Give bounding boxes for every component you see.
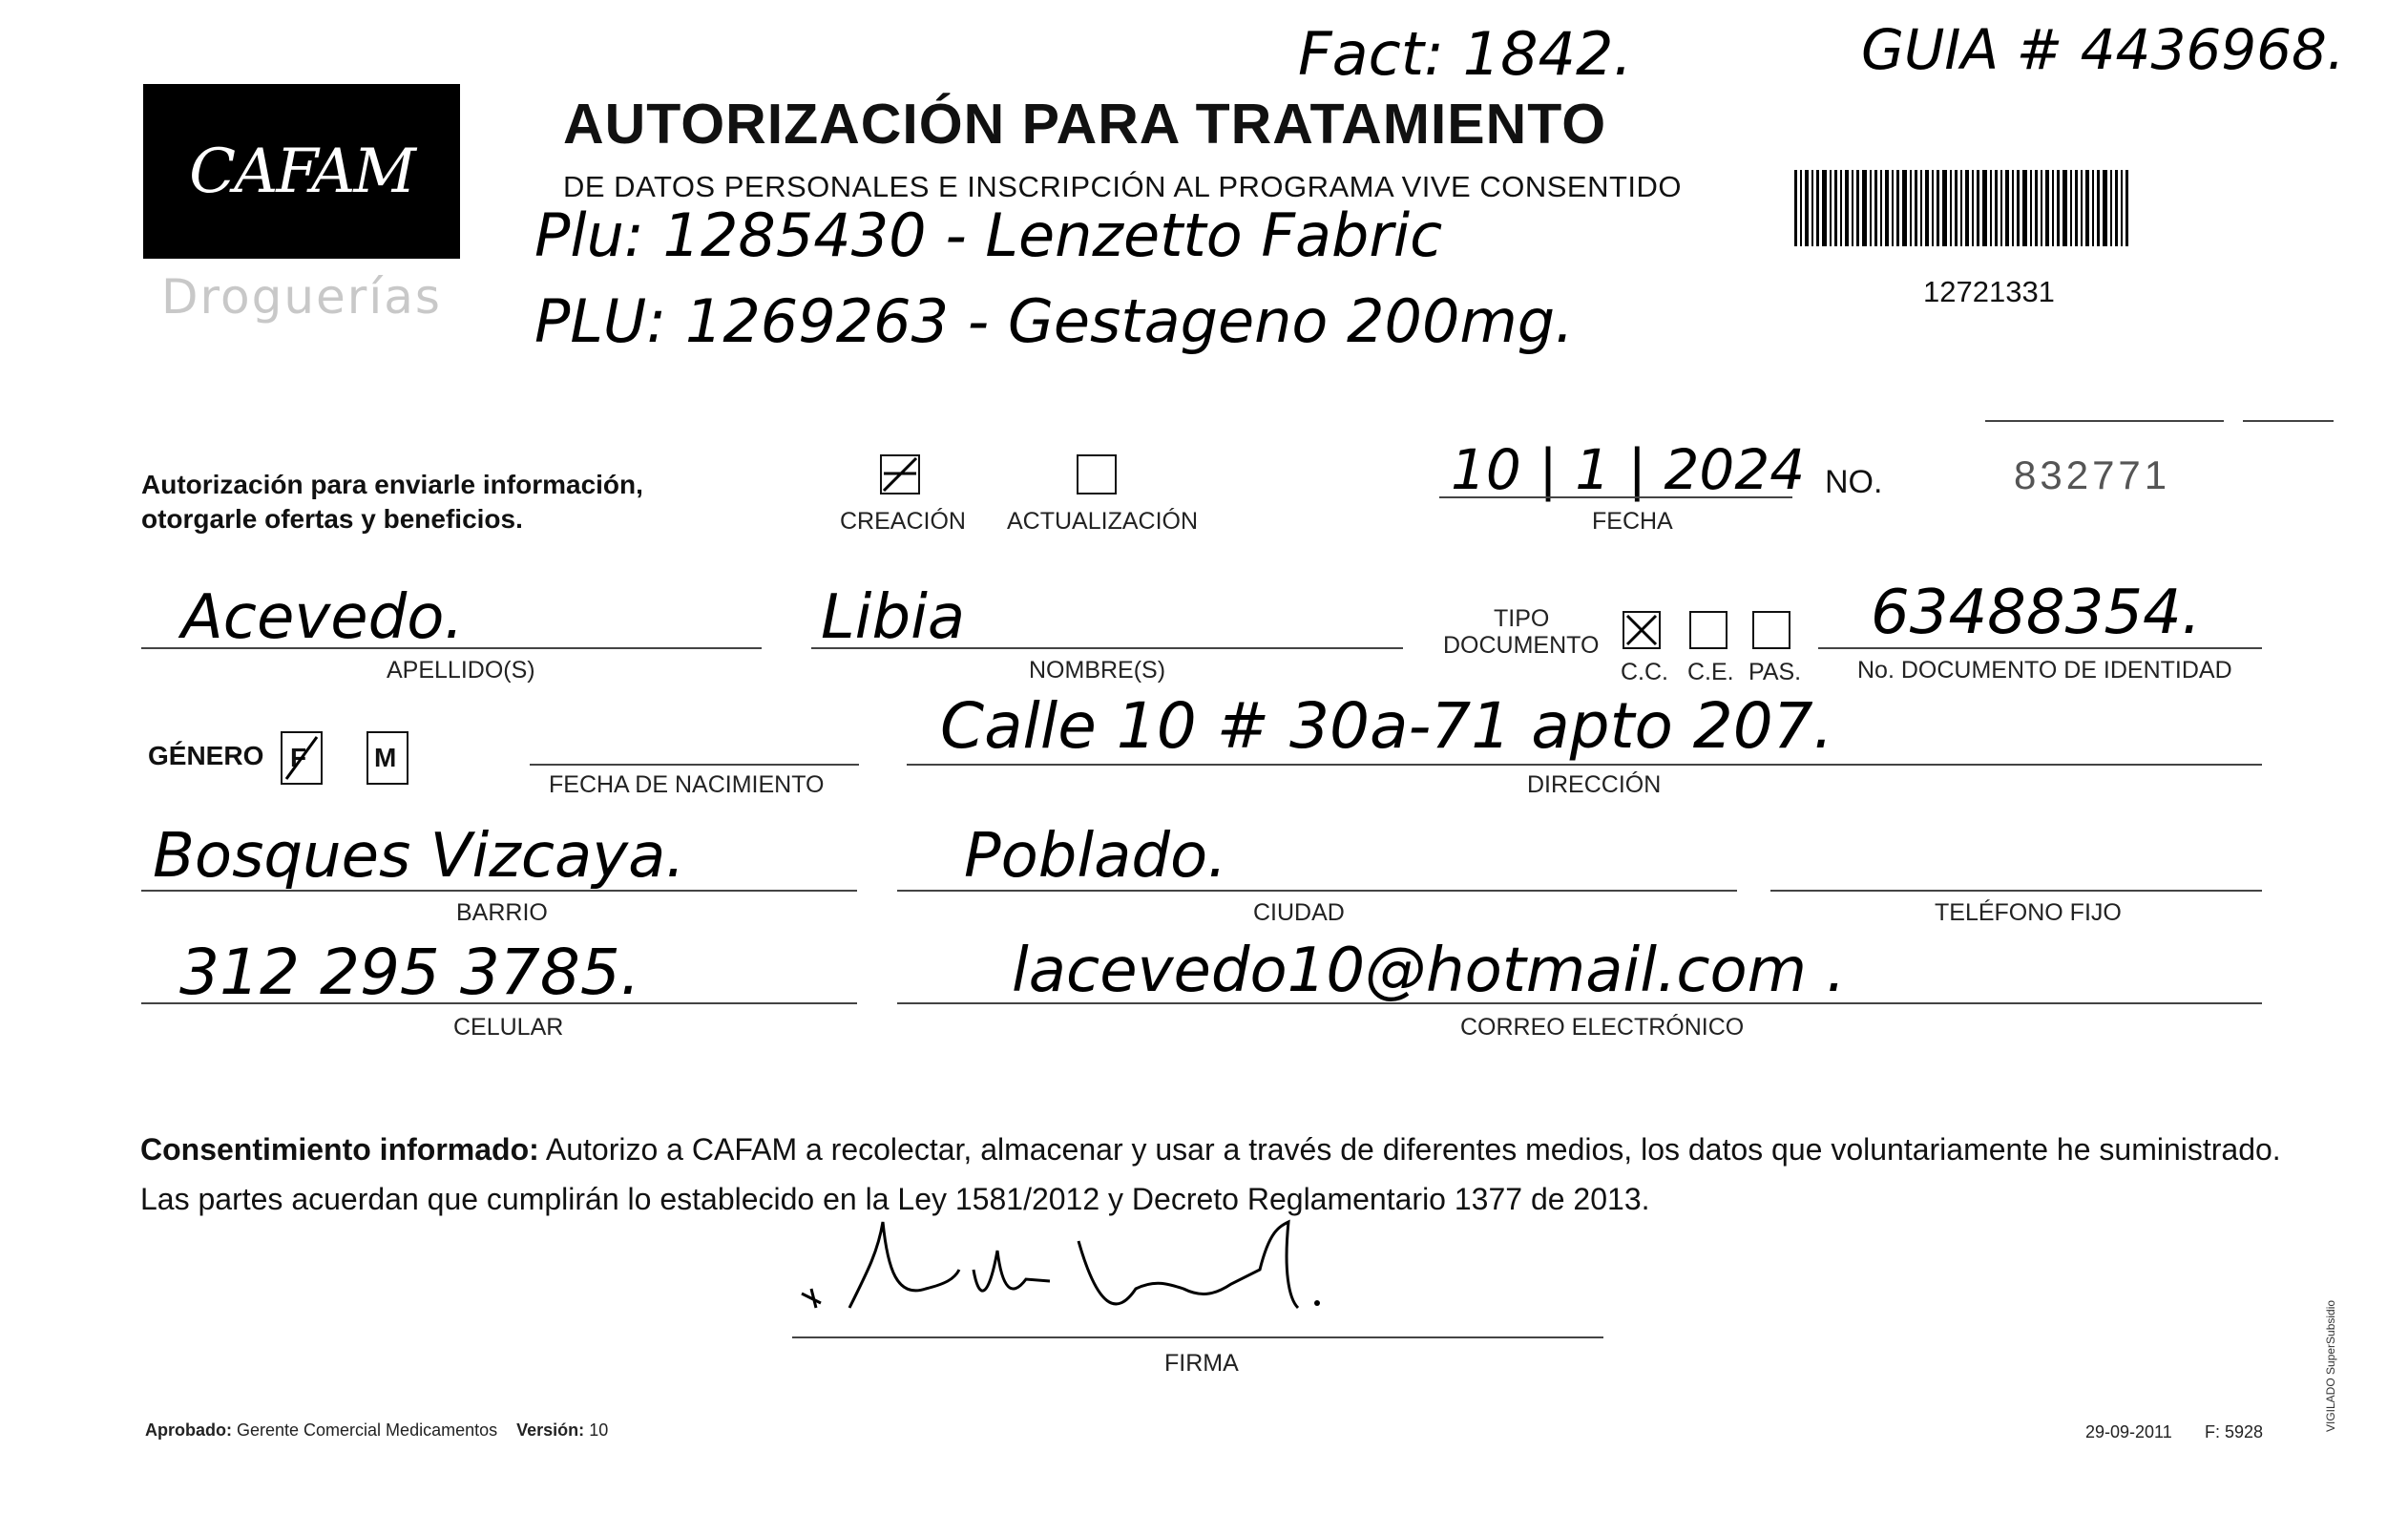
ce-checkbox[interactable] bbox=[1689, 611, 1727, 649]
cafam-logo: CAFAM bbox=[143, 84, 460, 259]
creacion-checkbox[interactable] bbox=[880, 454, 920, 494]
ciudad-label: CIUDAD bbox=[1253, 899, 1345, 926]
pas-checkbox[interactable] bbox=[1752, 611, 1790, 649]
no-value: 832771 bbox=[2014, 452, 2171, 497]
barcode bbox=[1794, 170, 2128, 246]
footer-date: 29-09-2011 bbox=[2085, 1422, 2172, 1441]
no-top-line bbox=[1985, 420, 2224, 422]
pas-label: PAS. bbox=[1748, 659, 1802, 685]
footer-code: F: 5928 bbox=[2205, 1422, 2264, 1441]
documento-line bbox=[1818, 647, 2262, 649]
ce-label: C.E. bbox=[1687, 659, 1734, 685]
consent-body-1: Autorizo a CAFAM a recolectar, almacenar y usar a través de diferentes medios, los datos que voluntariamente he suministrado. bbox=[538, 1132, 2281, 1167]
consent-heading: Consentimiento informado: bbox=[140, 1132, 539, 1167]
genero-m-label: M bbox=[374, 743, 397, 772]
apellidos-line bbox=[141, 647, 762, 649]
apellidos-value: Acevedo. bbox=[181, 582, 464, 653]
documento-label: No. DOCUMENTO DE IDENTIDAD bbox=[1857, 657, 2232, 684]
fecha-nacimiento-line bbox=[530, 764, 859, 766]
celular-value: 312 295 3785. bbox=[179, 936, 640, 1009]
check-mark-icon bbox=[882, 456, 918, 493]
cc-checkbox[interactable] bbox=[1623, 611, 1661, 649]
aprobado-value: Gerente Comercial Medicamentos bbox=[237, 1420, 498, 1440]
handwritten-plu2: PLU: 1269263 - Gestageno 200mg. bbox=[534, 286, 1574, 356]
check-x-icon bbox=[1624, 613, 1659, 647]
handwritten-plu1: Plu: 1285430 - Lenzetto Fabric bbox=[534, 200, 1443, 270]
handwritten-fact: Fact: 1842. bbox=[1298, 19, 1633, 89]
fecha-nacimiento-label: FECHA DE NACIMIENTO bbox=[549, 771, 825, 798]
barrio-value: Bosques Vizcaya. bbox=[153, 821, 685, 892]
direccion-value: Calle 10 # 30a-71 apto 207. bbox=[940, 689, 1833, 763]
form-subtitle: DE DATOS PERSONALES E INSCRIPCIÓN AL PROGRAMA VIVE CONSENTIDO bbox=[563, 170, 1683, 203]
nombres-label: NOMBRE(S) bbox=[1029, 657, 1166, 684]
version-value: 10 bbox=[589, 1420, 609, 1440]
check-mark-icon bbox=[283, 733, 321, 783]
celular-line bbox=[141, 1002, 857, 1004]
fecha-label: FECHA bbox=[1592, 508, 1673, 535]
correo-line bbox=[897, 1002, 2262, 1004]
signature-line bbox=[792, 1336, 1603, 1338]
authorization-text-2: otorgarle ofertas y beneficios. bbox=[141, 504, 523, 534]
genero-label: GÉNERO bbox=[148, 741, 264, 770]
no-label: NO. bbox=[1825, 464, 1883, 500]
correo-value: lacevedo10@hotmail.com . bbox=[1012, 936, 1846, 1006]
tipo-label-2: DOCUMENTO bbox=[1443, 632, 1600, 659]
ciudad-line bbox=[897, 890, 1737, 892]
direccion-label: DIRECCIÓN bbox=[1527, 771, 1662, 798]
divider bbox=[2243, 420, 2334, 422]
version-label: Versión: bbox=[516, 1420, 585, 1440]
logo-subtitle: Droguerías bbox=[161, 269, 442, 325]
documento-value: 63488354. bbox=[1871, 578, 2202, 648]
cc-label: C.C. bbox=[1621, 659, 1668, 685]
barrio-label: BARRIO bbox=[456, 899, 548, 926]
telefono-label: TELÉFONO FIJO bbox=[1935, 899, 2122, 926]
barrio-line bbox=[141, 890, 857, 892]
direccion-line bbox=[907, 764, 2262, 766]
nombres-line bbox=[811, 647, 1403, 649]
fecha-value: 10 | 1 | 2024 bbox=[1451, 437, 1806, 502]
actualizacion-label: ACTUALIZACIÓN bbox=[1007, 508, 1199, 535]
creacion-label: CREACIÓN bbox=[840, 508, 966, 535]
genero-m-checkbox[interactable] bbox=[366, 731, 408, 785]
vigilado-text: VIGILADO SuperSubsidio bbox=[2324, 1299, 2337, 1432]
footer-approval bbox=[145, 1420, 608, 1441]
telefono-line bbox=[1770, 890, 2262, 892]
tipo-label-1: TIPO bbox=[1494, 605, 1550, 632]
fecha-line bbox=[1439, 496, 1792, 498]
consent-text bbox=[140, 1125, 2297, 1224]
form-title: AUTORIZACIÓN PARA TRATAMIENTO bbox=[563, 93, 1607, 156]
genero-f-label: F bbox=[290, 743, 307, 772]
celular-label: CELULAR bbox=[453, 1014, 564, 1041]
barcode-number: 12721331 bbox=[1923, 275, 2055, 308]
aprobado-label: Aprobado: bbox=[145, 1420, 232, 1440]
handwritten-guia: GUIA # 4436968. bbox=[1861, 17, 2345, 82]
genero-f-checkbox[interactable] bbox=[281, 731, 323, 785]
apellidos-label: APELLIDO(S) bbox=[387, 657, 535, 684]
signature-label: FIRMA bbox=[1164, 1350, 1239, 1377]
nombres-value: Libia bbox=[821, 582, 966, 653]
actualizacion-checkbox[interactable] bbox=[1077, 454, 1117, 494]
signature-image bbox=[792, 1212, 1479, 1336]
consent-body-2: Las partes acuerdan que cumplirán lo establecido en la Ley 1581/2012 y Decreto Reglamentario 1377 de 2013. bbox=[140, 1182, 1650, 1216]
ciudad-value: Poblado. bbox=[964, 821, 1227, 892]
correo-label: CORREO ELECTRÓNICO bbox=[1460, 1014, 1745, 1041]
authorization-text-1: Autorización para enviarle información, bbox=[141, 470, 643, 499]
